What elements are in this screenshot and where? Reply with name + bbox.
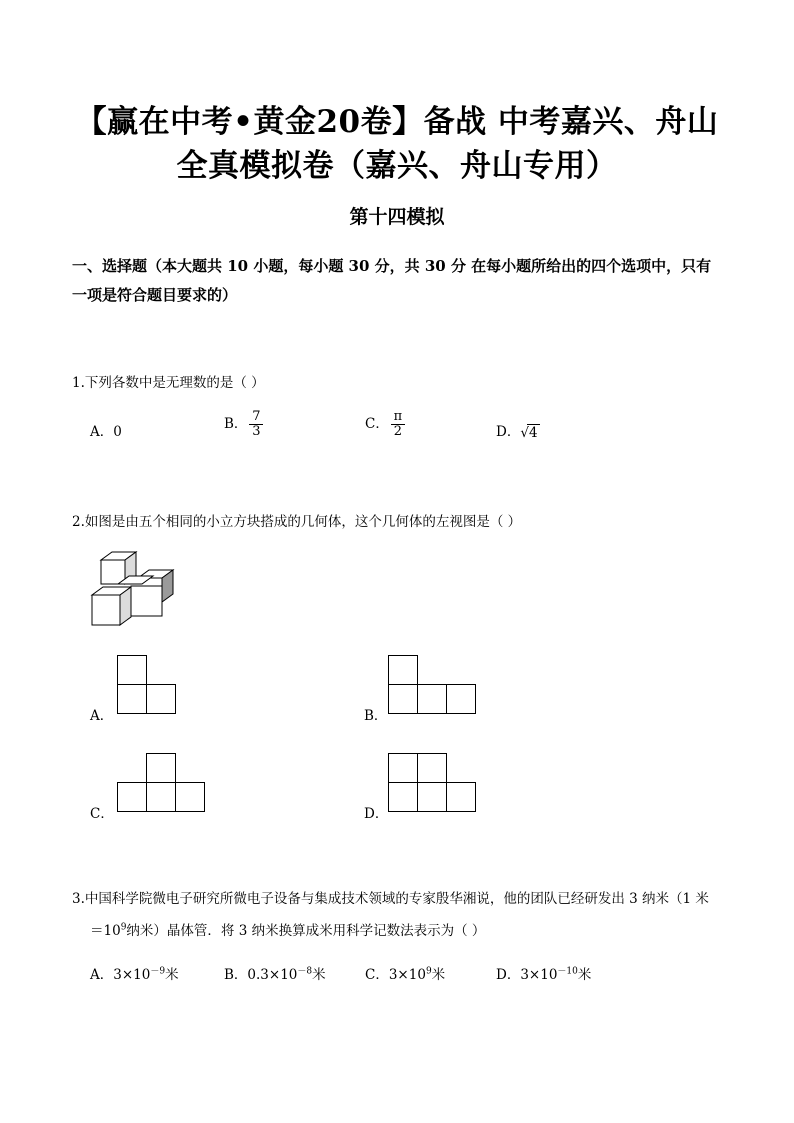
q1-option-a-label: A． [90,424,114,440]
section-heading-line-2: 一项是符合题目要求的） [72,286,238,304]
q1-option-b-label: B． [224,416,248,432]
square-cell [147,783,176,812]
q3-option-d-base: 3×10 [520,967,558,983]
q1-option-c-fraction [391,410,405,439]
q1-option-a[interactable] [90,420,122,440]
q1-option-d-sqrt [520,425,539,441]
q1-stem: 1.下列各数中是无理数的是（ ） [72,375,265,391]
q3-option-c-base: 3×10 [388,967,426,983]
q1-option-b-fraction [249,410,263,439]
q3-option-b-unit: 米 [312,967,326,983]
square-cell [389,656,418,685]
q1-option-c-label: C． [365,416,389,432]
q1-option-d[interactable] [496,420,540,441]
cube-front-face [101,560,125,584]
q3-option-c-unit: 米 [431,967,446,983]
section-heading [72,252,752,310]
q1-option-c-denominator: 2 [393,424,402,439]
q2-option-d-view[interactable] [388,753,477,813]
square-cell [418,685,447,714]
cube-stack-figure [88,548,184,630]
q2-option-a-label[interactable]: A． [90,708,114,724]
q2-option-a-view[interactable] [117,655,177,715]
q3-stem-line-2-post: 纳米）晶体管．将 3 纳米换算成米用科学记数法表示为（ ） [126,923,486,939]
q3-option-b-base: 0.3×10 [247,967,298,983]
exam-subtitle: 第十四模拟 [349,206,445,228]
square-cell [118,656,147,685]
q3-option-b-exponent: －8 [297,966,313,977]
cube-front-face [131,586,162,616]
q3-option-a-label: A． [90,967,114,983]
square-cell [447,783,476,812]
q1-option-c-numerator: π [393,409,403,424]
q2-option-d-label[interactable]: D． [364,806,389,822]
q3-option-d-unit: 米 [577,967,592,983]
square-cell [447,685,476,714]
q1-option-a-value: 0 [113,424,122,440]
page-title-line-1: 【赢在中考•黄金20卷】备战 中考嘉兴、舟山 [75,104,719,140]
q2-stem: 2.如图是由五个相同的小立方块搭成的几何体，这个几何体的左视图是（ ） [72,514,522,530]
square-cell [118,783,147,812]
q3-stem-line-1: 3.中国科学院微电子研究所微电子设备与集成技术领域的专家殷华湘说，他的团队已经研发出 3 纳米（1 米 [72,891,709,907]
q3-stem-line-2 [90,919,485,939]
square-cell [118,685,147,714]
q3-option-c-label: C． [365,967,389,983]
cube-front-face [92,595,120,625]
square-cell [147,685,176,714]
q1-option-b-numerator: 7 [252,409,261,424]
q1-option-b[interactable] [224,410,263,439]
q3-option-c-exponent: 9 [425,966,432,977]
q3-option-c[interactable] [365,963,445,983]
q1-option-d-label: D． [496,424,521,440]
q3-option-b-label: B． [224,967,248,983]
q3-option-d-label: D． [496,967,521,983]
q3-option-d[interactable] [496,963,591,983]
q3-option-a-exponent: －9 [150,966,166,977]
page-title-line-2: 全真模拟卷（嘉兴、舟山专用） [176,148,618,184]
q2-option-b-label[interactable]: B． [364,708,388,724]
square-cell [389,754,418,783]
square-cell [176,783,205,812]
sqrt-sign-icon: √ [520,424,529,441]
q3-stem-line-2-pre: ＝10 [90,923,121,939]
q2-option-c-view[interactable] [117,753,206,813]
square-cell [389,685,418,714]
q3-option-a-unit: 米 [165,967,179,983]
q1-option-d-radicand: 4 [528,424,538,441]
q1-option-b-denominator: 3 [252,424,261,439]
square-cell [147,754,176,783]
q2-option-b-view[interactable] [388,655,477,715]
q3-option-a-base: 3×10 [113,967,151,983]
q3-option-b[interactable] [224,963,326,983]
square-cell [418,783,447,812]
q3-option-d-exponent: －10 [557,966,578,977]
q1-option-c[interactable] [365,410,405,439]
section-heading-line-1: 一、选择题（本大题共 10 小题，每小题 30 分，共 30 分 在每小题所给出的四个选项中，只有 [72,257,712,275]
q2-option-c-label[interactable]: C． [90,806,114,822]
square-cell [418,754,447,783]
q3-option-a[interactable] [90,963,179,983]
q3-stem-exponent: 9 [120,922,127,933]
square-cell [389,783,418,812]
